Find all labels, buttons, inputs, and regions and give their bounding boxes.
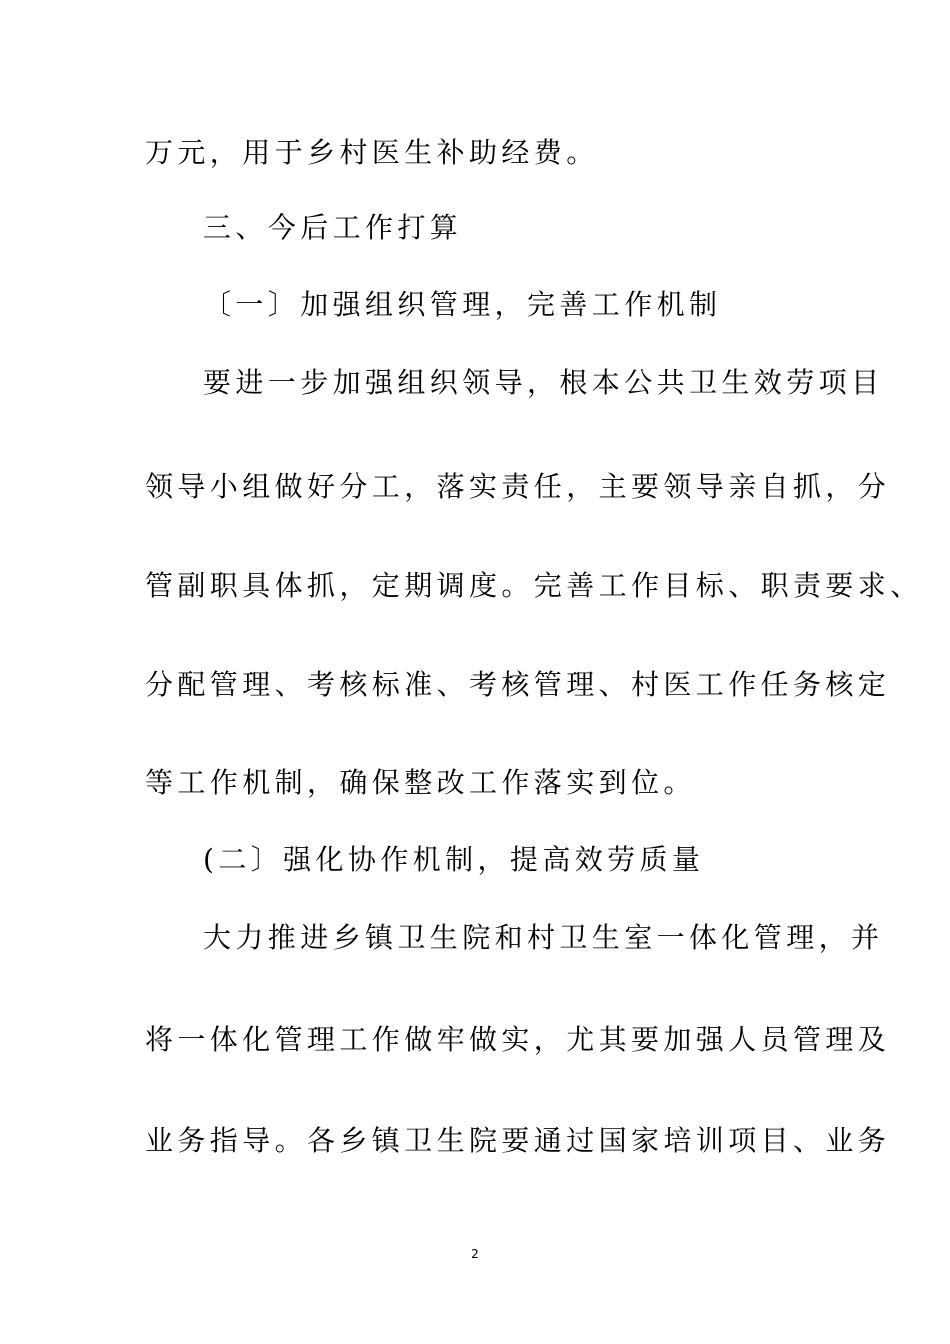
paragraph-line: 分配管理、考核标准、考核管理、村医工作任务核定 (145, 668, 891, 701)
paragraph-line: 领导小组做好分工，落实责任，主要领导亲自抓，分 (145, 470, 891, 503)
paragraph-line: 大力推进乡镇卫生院和村卫生室一体化管理，并 (203, 921, 884, 954)
page-number: 2 (471, 1247, 479, 1261)
section-heading: 三、今后工作打算 (203, 211, 463, 244)
paragraph-line: 将一体化管理工作做牢做实，尤其要加强人员管理及 (145, 1023, 891, 1056)
subsection-heading: 〔一〕加强组织管理，完善工作机制 (203, 288, 722, 321)
paragraph-line: 等工作机制，确保整改工作落实到位。 (145, 766, 696, 799)
paragraph-line: 要进一步加强组织领导，根本公共卫生效劳项目 (203, 366, 884, 399)
paragraph-line: 业务指导。各乡镇卫生院要通过国家培训项目、业务 (145, 1124, 891, 1157)
subsection-heading: (二〕强化协作机制，提高效劳质量 (203, 843, 705, 876)
paragraph-line: 万元，用于乡村医生补助经费。 (145, 136, 599, 169)
paragraph-line: 管副职具体抓，定期调度。完善工作目标、职责要求、 (145, 569, 923, 602)
